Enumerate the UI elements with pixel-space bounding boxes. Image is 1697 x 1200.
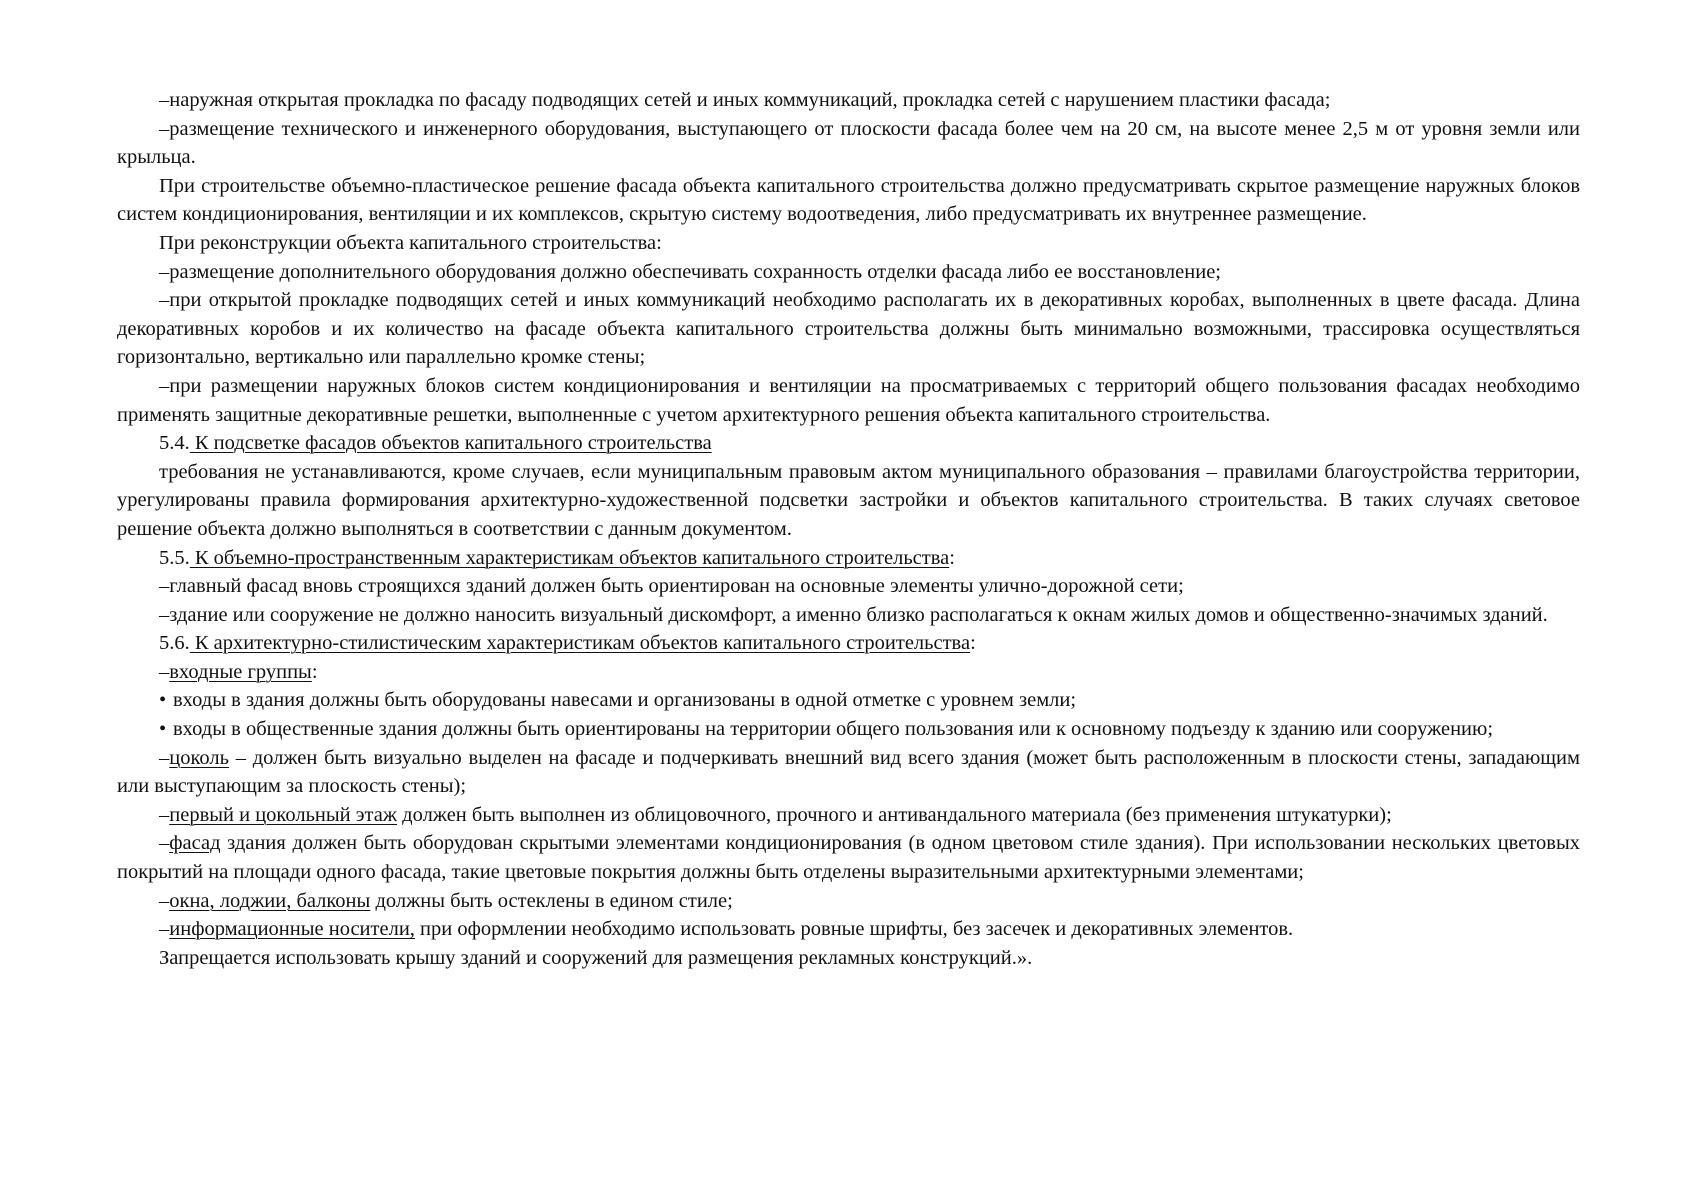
bullet-text: входы в общественные здания должны быть ориентированы на территории общего пользования или к основному подъезду к зданию или сооружению; — [173, 718, 1494, 741]
paragraph-reconstruction-intro: При реконструкции объекта капитального строительства: — [159, 231, 662, 254]
paragraph-info-carriers — [117, 915, 1580, 944]
paragraph-lighting-requirements: требования не устанавливаются, кроме случаев, если муниципальным правовым актом муниципального образования – правилами благоустройства территории, урегулированы правила формирования архитектурно-художественной подсветки застройки и объектов капитального строительства. В таких случаях световое решение объекта должно выполняться в соответствии с данным документом. — [117, 460, 1580, 540]
bullet-item-canopies — [117, 686, 1580, 715]
section-title-underlined: К подсветке фасадов объектов капитального строительства — [189, 432, 712, 455]
section-number: 5.6. — [159, 632, 190, 655]
dash: – — [159, 832, 170, 855]
section-title-tail: : — [949, 546, 955, 569]
section-title-underlined: К архитектурно-стилистическим характеристикам объектов капитального строительства — [189, 632, 971, 655]
paragraph-decorative-boxes: –при открытой прокладке подводящих сетей и иных коммуникаций необходимо располагать их в декоративных коробах, выполненных в цвете фасада. Длина декоративных коробов и их количество на фасаде объекта капитального строительства должны быть минимально возможными, трассировка осуществляться горизонтально, вертикально или параллельно кромке стены; — [117, 289, 1580, 369]
dash: – — [159, 660, 170, 683]
dash: – — [159, 889, 170, 912]
term-underlined: входные группы — [169, 660, 312, 683]
dash: – — [159, 803, 170, 826]
bullet-item-public-buildings — [117, 715, 1580, 744]
section-number: 5.5. — [159, 546, 190, 569]
paragraph-decorative-grilles: –при размещении наружных блоков систем кондиционирования и вентиляции на просматриваемых с территорий общего пользования фасадах необходимо применять защитные декоративные решетки, выполненные с учетом архитектурного решения объекта капитального строительства. — [117, 374, 1580, 426]
paragraph-windows — [117, 887, 1580, 916]
dash: – — [159, 918, 170, 941]
dash: – — [159, 746, 170, 769]
paragraph-roof-advertising: Запрещается использовать крышу зданий и сооружений для размещения рекламных конструкций.». — [159, 946, 1033, 969]
paragraph-additional-equipment: –размещение дополнительного оборудования должно обеспечивать сохранность отделки фасада либо ее восстановление; — [159, 260, 1221, 283]
paragraph-equipment-placement: –размещение технического и инженерного оборудования, выступающего от плоскости фасада более чем на 20 см, на высоте менее 2,5 м от уровня земли или крыльца. — [117, 117, 1580, 169]
paragraph-plinth — [117, 744, 1580, 801]
section-title-tail: : — [970, 632, 976, 655]
paragraph-construction-facade: При строительстве объемно-пластическое решение фасада объекта капитального строительства должно предусматривать скрытое размещение наружных блоков систем кондиционирования, вентиляции и их комплексов, скрытую систему водоотведения, либо предусматривать их внутреннее размещение. — [117, 174, 1580, 226]
term-underlined: первый и цокольный этаж — [169, 803, 398, 826]
paragraph-visual-discomfort: –здание или сооружение не должно наносить визуальный дискомфорт, а именно близко располагаться к окнам жилых домов и общественно-значимых зданий. — [159, 603, 1548, 626]
term-tail: должен быть выполнен из облицовочного, прочного и антивандального материала (без применения штукатурки); — [397, 803, 1392, 826]
term-underlined: окна, лоджии, балконы — [169, 889, 371, 912]
term-tail: здания должен быть оборудован скрытыми элементами кондиционирования (в одном цветовом стиле здания). При использовании нескольких цветовых покрытий на площади одного фасада, такие цветовые покрытия должны быть отделены выразительными архитектурными элементами; — [117, 832, 1580, 884]
paragraph-external-networks: –наружная открытая прокладка по фасаду подводящих сетей и иных коммуникаций, прокладка сетей с нарушением пластики фасада; — [159, 89, 1331, 111]
term-underlined: фасад — [169, 832, 221, 855]
bullet-icon: • — [159, 718, 167, 741]
bullet-icon: • — [159, 689, 167, 712]
bullet-text: входы в здания должны быть оборудованы навесами и организованы в одной отметке с уровнем земли; — [173, 689, 1077, 712]
term-tail: при оформлении необходимо использовать ровные шрифты, без засечек и декоративных элементов. — [414, 918, 1294, 941]
term-underlined: информационные носители, — [169, 918, 415, 941]
paragraph-facade — [117, 829, 1580, 886]
paragraph-main-facade: –главный фасад вновь строящихся зданий должен быть ориентирован на основные элементы улично-дорожной сети; — [159, 575, 1184, 598]
section-heading-5-4 — [117, 429, 1580, 458]
term-tail: должны быть остеклены в едином стиле; — [370, 889, 733, 912]
term-underlined: цоколь — [169, 746, 229, 769]
section-number: 5.4. — [159, 432, 190, 455]
paragraph-entrance-groups — [117, 658, 1580, 687]
document-page — [117, 86, 1580, 972]
section-heading-5-5 — [117, 544, 1580, 573]
section-heading-5-6 — [117, 629, 1580, 658]
section-title-underlined: К объемно-пространственным характеристикам объектов капитального строительства — [189, 546, 950, 569]
term-tail: : — [311, 660, 318, 683]
paragraph-first-floor — [117, 801, 1580, 830]
term-tail: – должен быть визуально выделен на фасаде и подчеркивать внешний вид всего здания (может быть расположенным в плоскости стены, западающим или выступающим за плоскость стены); — [117, 746, 1580, 798]
